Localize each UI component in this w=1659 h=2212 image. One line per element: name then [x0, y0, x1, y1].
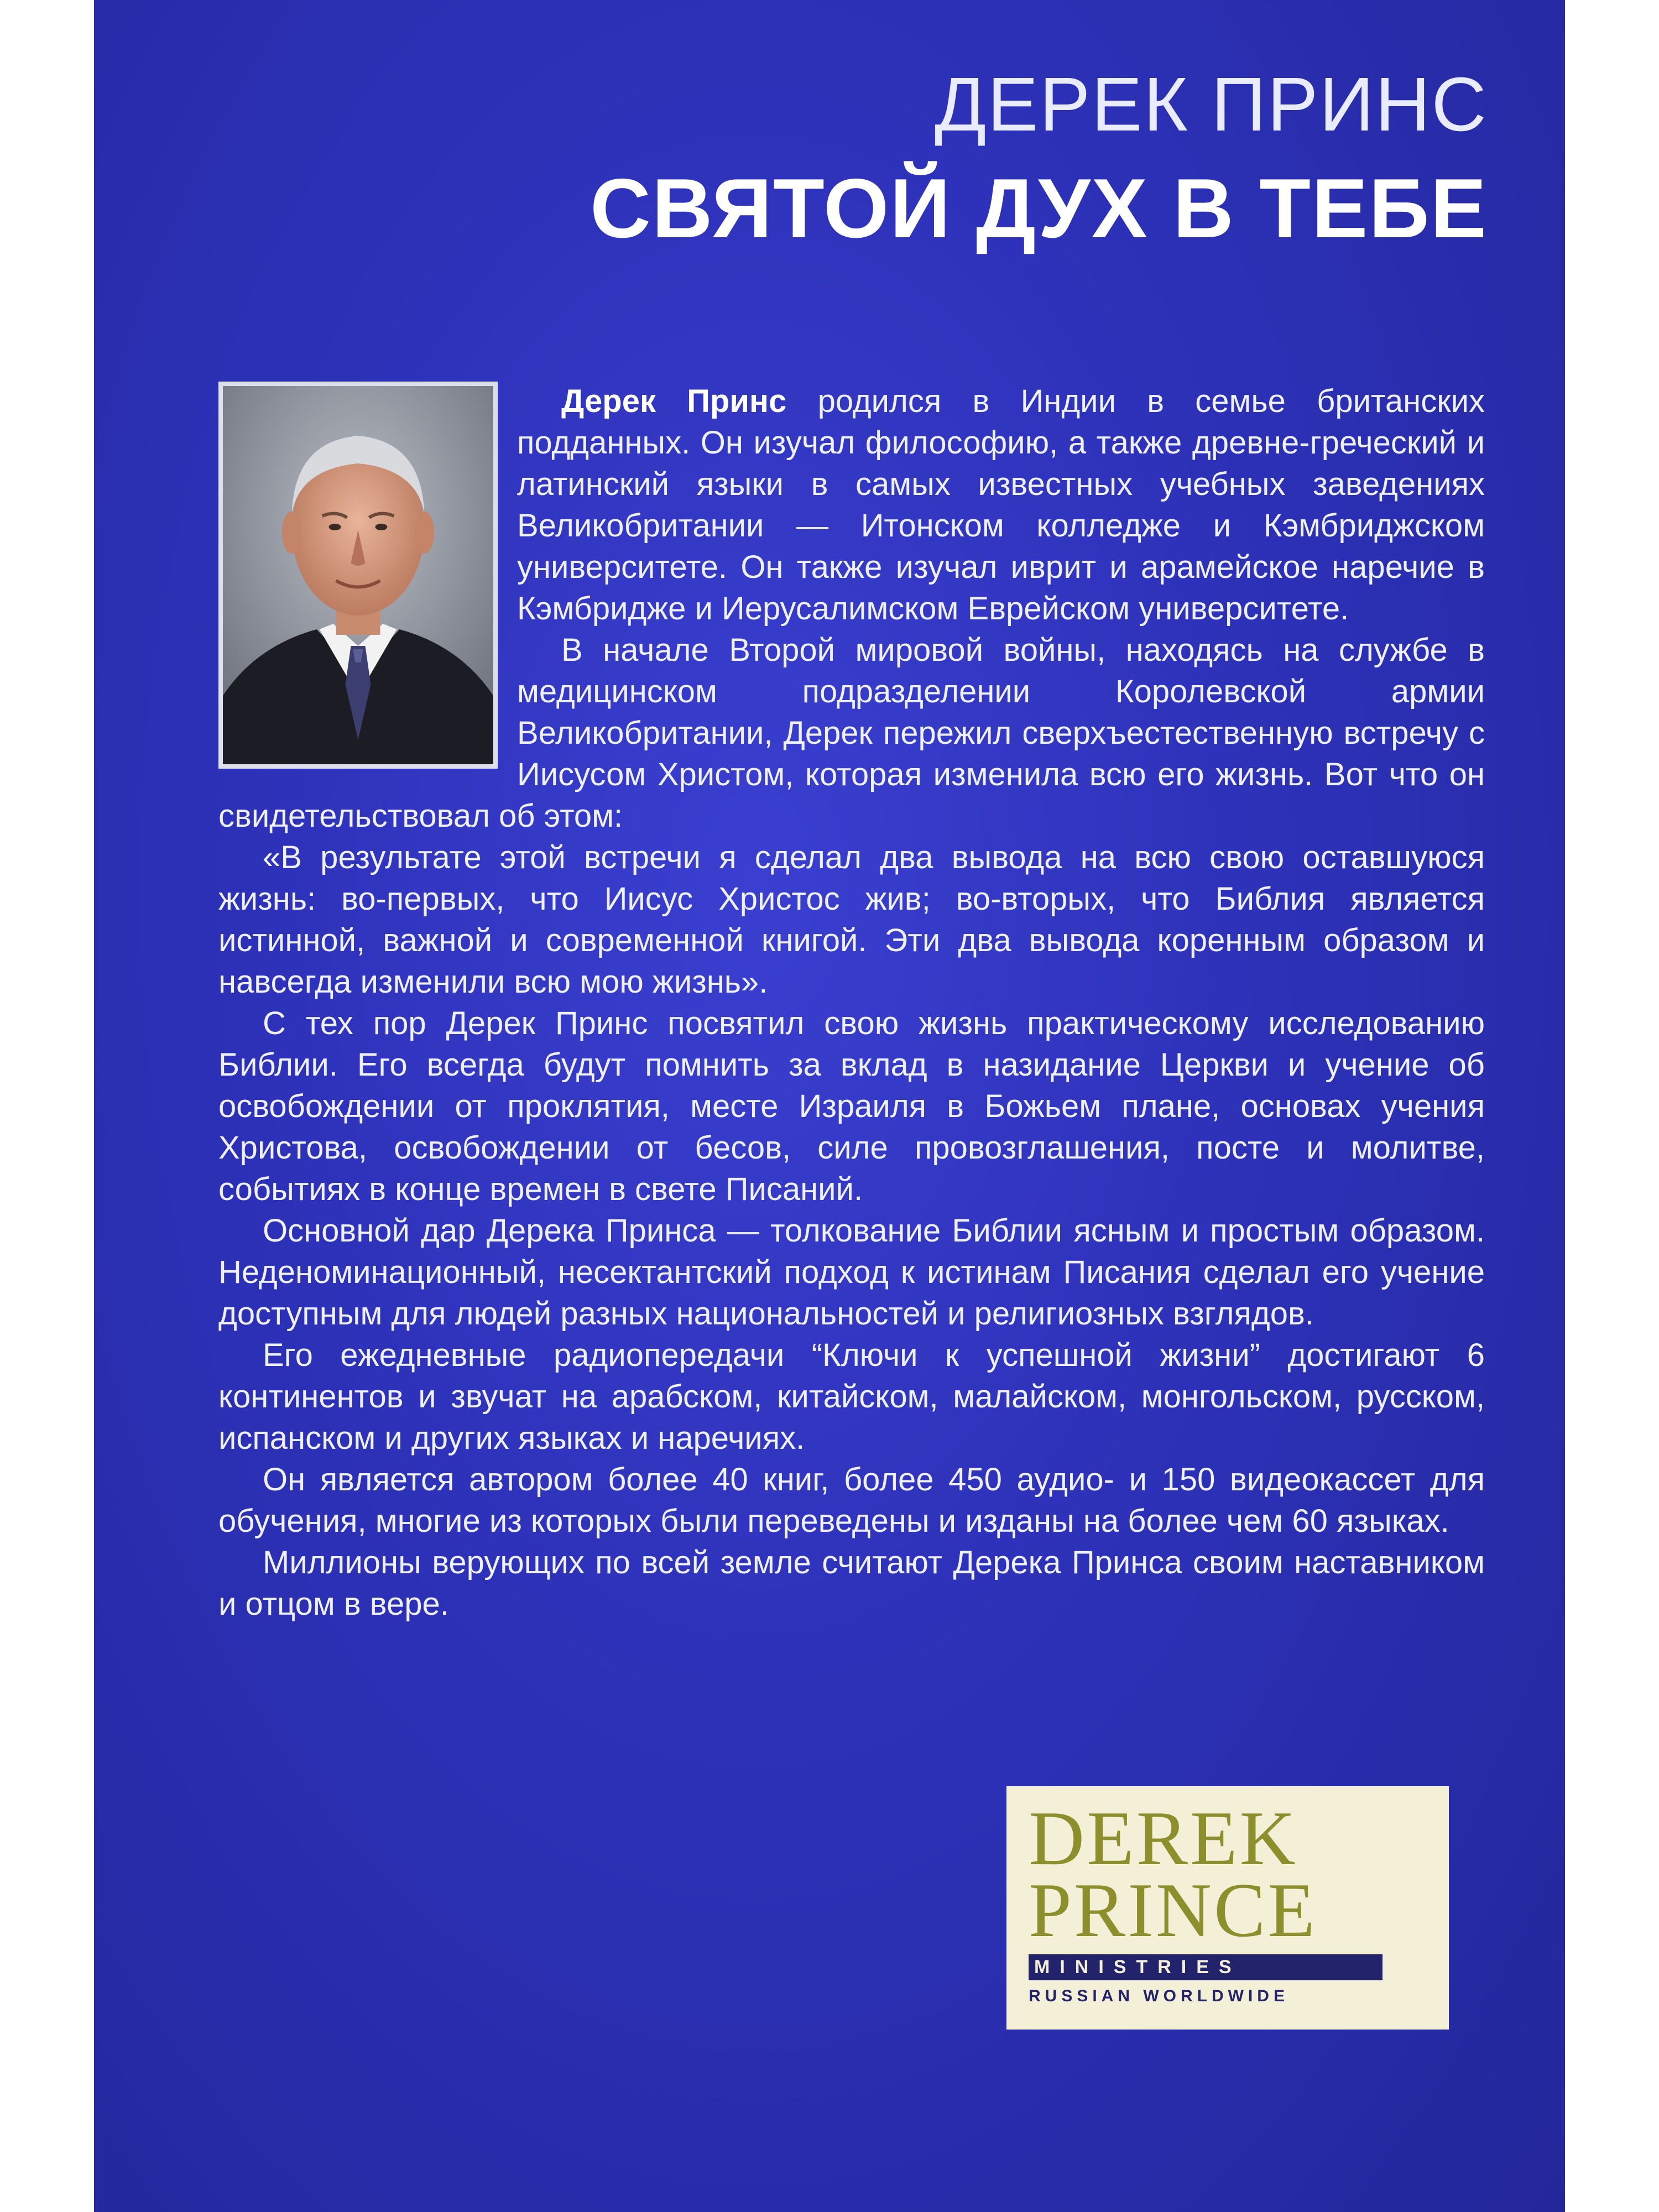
logo-subtitle: RUSSIAN WORLDWIDE	[1029, 1987, 1289, 2005]
bio-paragraph-1-text: родился в Индии в семье британских подданных. Он изучал философию, а также древне-греческий и латинский языки в самых известных учебных заведениях Великобритании — Итонском колледже и Кэмбриджском университете. Он также изучал иврит и арамейское наречие в Кэмбридже и Иерусалимском Еврейском университете.	[517, 383, 1485, 627]
bio-paragraph-4: С тех пор Дерек Принс посвятил свою жизнь практическому исследованию Библии. Его всегда будут помнить за вклад в назидание Церкви и учение об освобождении от проклятия, месте Израиля в Божьем плане, основах учения Христова, освобождении от бесов, силе провозглашения, посте и молитве, событиях в конце времен в свете Писаний.	[218, 1005, 1485, 1207]
bio-paragraph-2: В начале Второй мировой войны, находясь на службе в медицинском подразделении Королевской армии Великобритании, Дерек пережил сверхъестественную встречу с Иисусом Христом, которая изменила всю его жизнь. Вот что он свидетельствовал об этом:	[218, 632, 1485, 834]
back-cover	[94, 0, 1565, 2212]
photo-spacer	[218, 380, 517, 768]
logo-line-prince: PRINCE	[1029, 1867, 1317, 1953]
bio-paragraph-5: Основной дар Дерека Принса — толкование Библии ясным и простым образом. Неденоминационный, несектантский подход к истинам Писания сделал его учение доступным для людей разных национальностей и религиозных взглядов.	[218, 1213, 1485, 1332]
author-name-bold: Дерек Принс	[561, 383, 787, 419]
author-biography	[218, 380, 1485, 1625]
logo-ministries-bar: MINISTRIES	[1029, 1954, 1383, 1980]
bio-paragraph-7: Он является автором более 40 книг, более 450 аудио- и 150 видеокассет для обучения, многие из которых были переведены и изданы на более чем 60 языках.	[218, 1462, 1485, 1539]
logo-line-derek: DEREK	[1029, 1796, 1298, 1881]
derek-prince-ministries-logo	[1006, 1786, 1449, 2030]
bio-paragraph-8: Миллионы верующих по всей земле считают Дерека Принса своим наставником и отцом в вере.	[218, 1545, 1485, 1622]
bio-quote-paragraph: «В результате этой встречи я сделал два вывода на всю свою оставшуюся жизнь: во-первых, что Иисус Христос жив; во-вторых, что Библия является истинной, важной и современной книгой. Эти два вывода коренным образом и навсегда изменили всю мою жизнь».	[218, 839, 1485, 1000]
book-title: СВЯТОЙ ДУХ В ТЕБЕ	[590, 161, 1488, 255]
bio-paragraph-6: Его ежедневные радиопередачи “Ключи к успешной жизни” достигают 6 континентов и звучат на арабском, китайском, малайском, монгольском, русском, испанском и других языках и наречиях.	[218, 1337, 1485, 1456]
author-header: ДЕРЕК ПРИНС	[934, 62, 1488, 147]
